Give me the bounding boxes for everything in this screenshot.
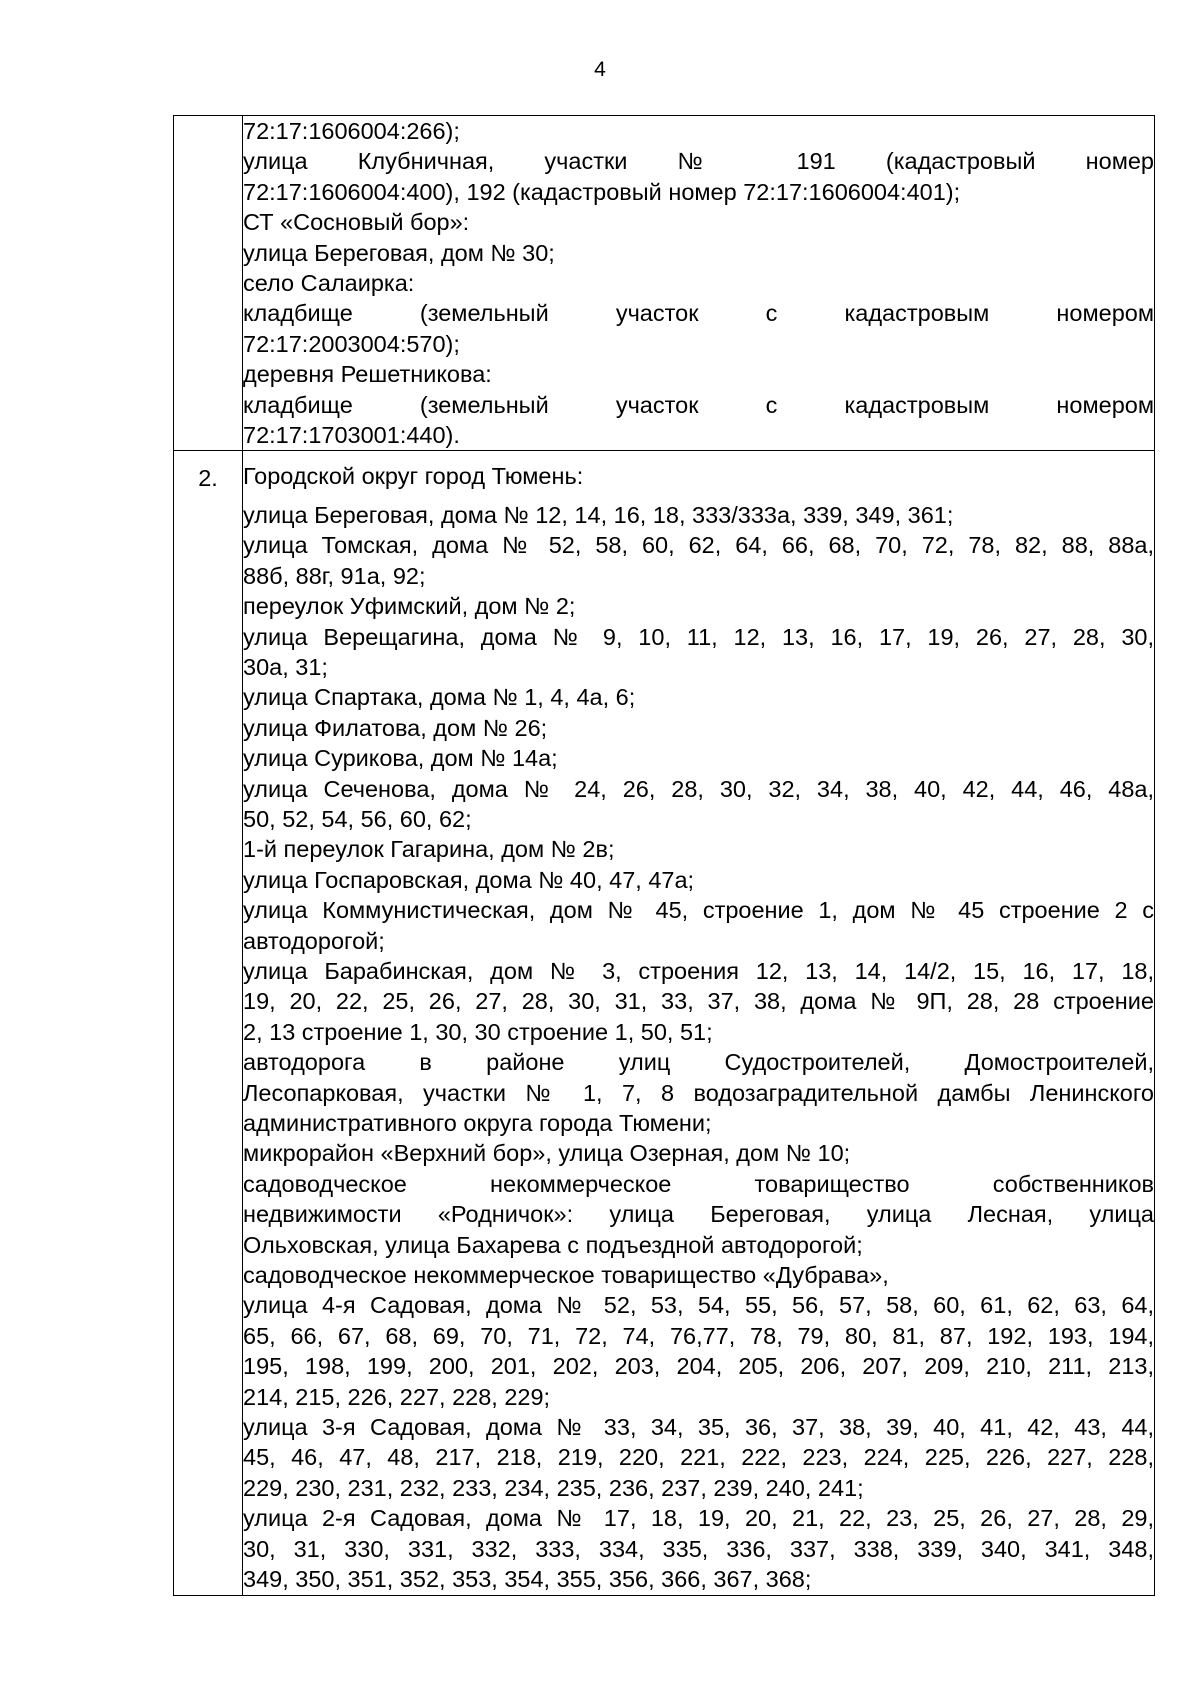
text-line: микрорайон «Верхний бор», улица Озерная, дом № 10; xyxy=(243,1140,851,1167)
text-line: улица 3-я Садовая, дома № 33, 34, 35, 36, 37, 38, 39, 40, 41, 42, 43, 44, xyxy=(243,1414,1154,1441)
text-line: автодорога в районе улиц Судостроителей, Домостроителей, xyxy=(243,1049,1154,1076)
row-lines xyxy=(243,116,1154,450)
text-line: улица Сеченова, дома № 24, 26, 28, 30, 32, 34, 38, 40, 42, 44, 46, 48а, xyxy=(243,775,1154,802)
row-number xyxy=(174,116,242,128)
text-line: 1-й переулок Гагарина, дом № 2в; xyxy=(243,836,615,863)
text-line: улица Коммунистическая, дом № 45, строение 1, дом № 45 строение 2 с xyxy=(243,897,1154,924)
text-line: улица Томская, дома № 52, 58, 60, 62, 64, 66, 68, 70, 72, 78, 82, 88, 88а, xyxy=(243,532,1154,559)
text-line: автодорогой; xyxy=(243,927,385,954)
text-line: недвижимости «Родничок»: улица Береговая, улица Лесная, улица xyxy=(243,1201,1154,1228)
text-line: улица Филатова, дом № 26; xyxy=(243,714,548,741)
text-line: улица Спартака, дома № 1, 4, 4а, 6; xyxy=(243,684,636,711)
row-content-cell xyxy=(243,116,1155,451)
text-line: улица Береговая, дома № 12, 14, 16, 18, 333/333а, 339, 349, 361; xyxy=(243,501,954,528)
row-number: 2. xyxy=(198,465,218,492)
document-table xyxy=(173,115,1155,1596)
text-line: 19, 20, 22, 25, 26, 27, 28, 30, 31, 33, 37, 38, дома № 9П, 28, 28 строение xyxy=(243,988,1154,1015)
text-line: 30, 31, 330, 331, 332, 333, 334, 335, 336, 337, 338, 339, 340, 341, 348, xyxy=(243,1535,1154,1562)
text-line: переулок Уфимский, дом № 2; xyxy=(243,593,576,620)
text-line: улица 4-я Садовая, дома № 52, 53, 54, 55, 56, 57, 58, 60, 61, 62, 63, 64, xyxy=(243,1292,1154,1319)
text-line: 214, 215, 226, 227, 228, 229; xyxy=(243,1383,551,1410)
text-line: 72:17:1606004:400), 192 (кадастровый номер 72:17:1606004:401); xyxy=(243,178,961,205)
text-line: 72:17:2003004:570); xyxy=(243,330,460,357)
text-line: Лесопарковая, участки № 1, 7, 8 водозаградительной дамбы Ленинского xyxy=(243,1079,1154,1106)
row-number-cell xyxy=(174,116,243,451)
text-line: улица Клубничная, участки № 191 (кадастровый номер xyxy=(243,148,1154,175)
text-line: 50, 52, 54, 56, 60, 62; xyxy=(243,805,472,832)
page-number: 4 xyxy=(594,58,606,81)
text-line: 72:17:1606004:266); xyxy=(243,118,460,144)
row-content-cell xyxy=(243,451,1155,1595)
table-row xyxy=(174,451,1155,1595)
text-line: 229, 230, 231, 232, 233, 234, 235, 236, 237, 239, 240, 241; xyxy=(243,1474,864,1501)
text-line: 30а, 31; xyxy=(243,653,328,680)
text-line: улица Верещагина, дома № 9, 10, 11, 12, 13, 16, 17, 19, 26, 27, 28, 30, xyxy=(243,623,1154,650)
table-row xyxy=(174,116,1155,451)
text-line: СТ «Сосновый бор»: xyxy=(243,209,470,236)
text-line: 2, 13 строение 1, 30, 30 строение 1, 50, 51; xyxy=(243,1018,713,1045)
text-line: 65, 66, 67, 68, 69, 70, 71, 72, 74, 76,77, 78, 79, 80, 81, 87, 192, 193, 194, xyxy=(243,1322,1154,1349)
text-line: улица 2-я Садовая, дома № 17, 18, 19, 20, 21, 22, 23, 25, 26, 27, 28, 29, xyxy=(243,1505,1154,1532)
text-line: село Салаирка: xyxy=(243,270,415,297)
text-line: 88б, 88г, 91а, 92; xyxy=(243,562,426,589)
text-line: 72:17:1703001:440). xyxy=(243,422,460,449)
text-line: 45, 46, 47, 48, 217, 218, 219, 220, 221, 222, 223, 224, 225, 226, 227, 228, xyxy=(243,1444,1154,1471)
text-line: улица Барабинская, дом № 3, строения 12, 13, 14, 14/2, 15, 16, 17, 18, xyxy=(243,957,1154,984)
section-heading: Городской округ город Тюмень: xyxy=(243,463,584,490)
text-line: улица Госпаровская, дома № 40, 47, 47а; xyxy=(243,866,695,893)
text-line: садоводческое некоммерческое товарищество собственников xyxy=(243,1170,1154,1197)
text-line: 195, 198, 199, 200, 201, 202, 203, 204, 205, 206, 207, 209, 210, 211, 213, xyxy=(243,1353,1154,1380)
text-line: кладбище (земельный участок с кадастровым номером xyxy=(243,300,1154,327)
text-line: улица Сурикова, дом № 14а; xyxy=(243,745,558,772)
text-line: Ольховская, улица Бахарева с подъездной автодорогой; xyxy=(243,1231,863,1258)
text-line: улица Береговая, дом № 30; xyxy=(243,239,555,266)
text-line: деревня Решетникова: xyxy=(243,361,492,388)
row-lines xyxy=(243,500,1154,1595)
text-line: 349, 350, 351, 352, 353, 354, 355, 356, 366, 367, 368; xyxy=(243,1566,812,1593)
row-number-cell xyxy=(174,451,243,1595)
text-line: административного округа города Тюмени; xyxy=(243,1110,712,1136)
text-line: кладбище (земельный участок с кадастровым номером xyxy=(243,391,1154,418)
text-line: садоводческое некоммерческое товарищество «Дубрава», xyxy=(243,1262,889,1289)
